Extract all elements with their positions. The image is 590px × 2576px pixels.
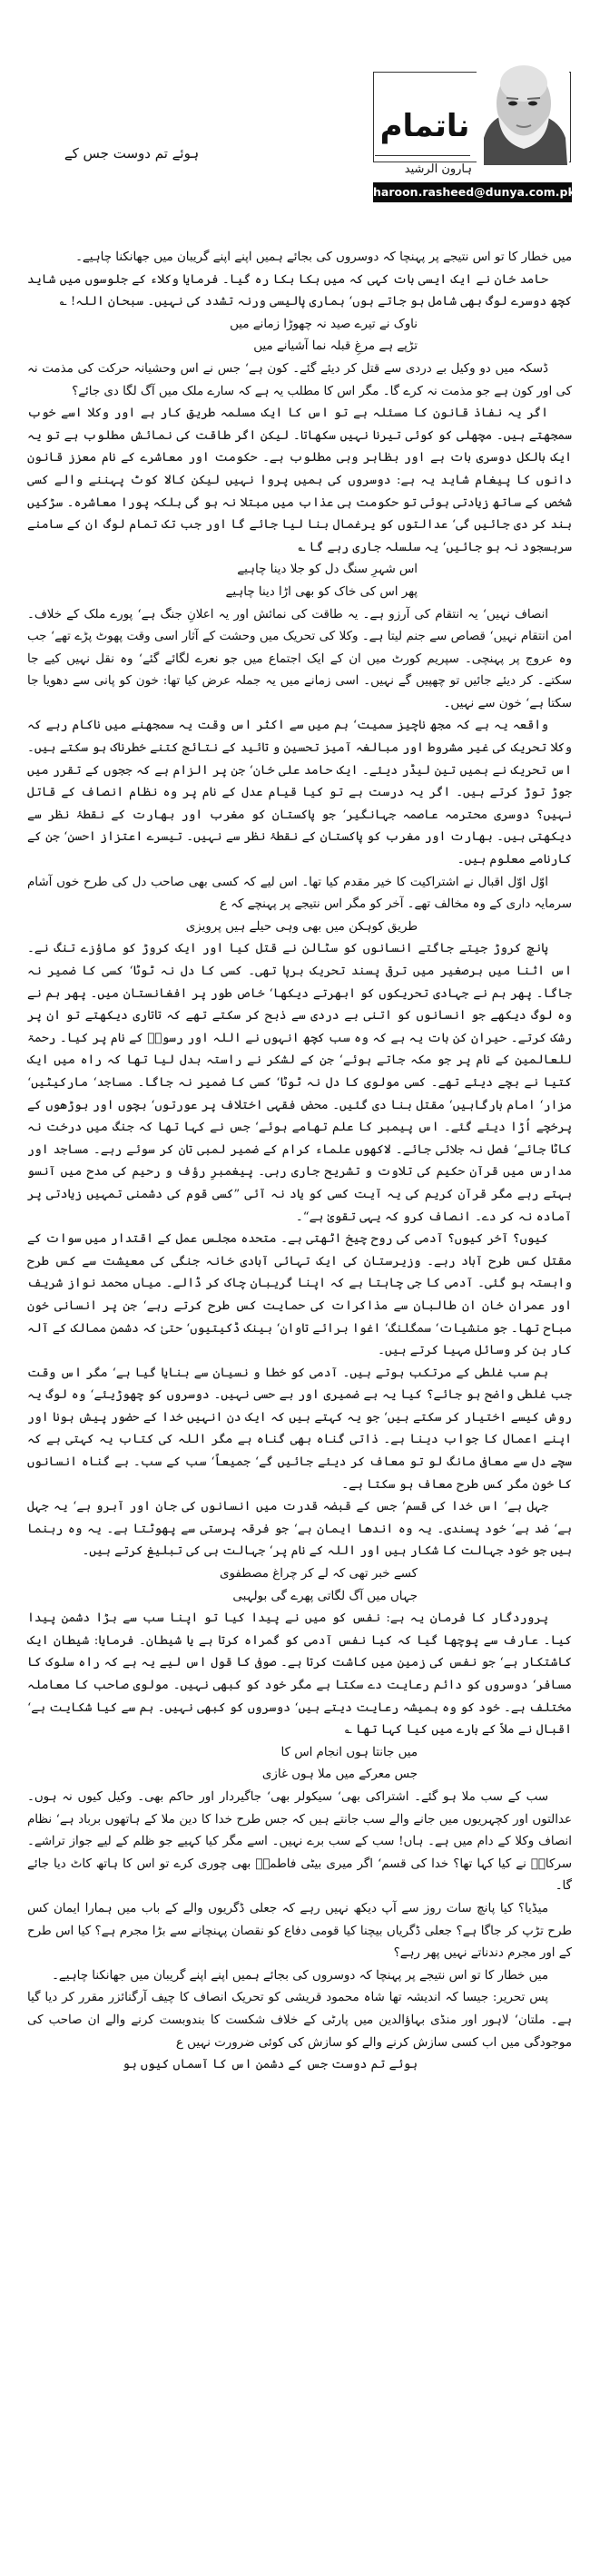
verse-line: ناوک نے تیرے صید نہ چھوڑا زمانے میں xyxy=(230,317,418,331)
paragraph: ہم سب غلطی کے مرتکب ہوتے ہیں۔ آدمی کو خطا و نسیان سے بنایا گیا ہے‘ مگر اس وقت جب غلطی واضح ہو جائے؟ کیا یہ بے ضمیری اور بے حسی نہیں۔ دوسروں کو چھوڑیئے‘ وہ لوگ یہ روش کیسے اختیار کر سکتے ہیں‘ جو یہ کہتے ہیں کہ ایک دن انہیں خدا کے حضور پیش ہونا اور اپنے اعمال کا جواب دینا ہے۔ ذاتی گناہ بھی گناہ ہے مگر اللہ کی کتاب یہ کہتی ہے کہ سچے دل سے معافی مانگ لو تو معاف کر دیئے جائیں گے‘ جمیعاً‘ سب کے سب۔ بے گناہ انسانوں کا خون مگر کس طرح معاف ہو سکتا ہے۔ xyxy=(27,1366,572,1492)
verse xyxy=(27,1742,572,1787)
paragraph: میں خطار کا تو اس نتیجے پر پہنچا کہ دوسروں کی بجائے ہمیں اپنے اپنے گریبان میں جھانکنا چاہیے۔ xyxy=(52,1968,548,1983)
paragraph: ڈسکہ میں دو وکیل بے دردی سے قتل کر دیئے گئے۔ کون ہے‘ جس نے اس وحشیانہ حرکت کی مذمت نہ کی اور کون ہے جو مذمت نہ کرے گا۔ مگر اس کا مطلب یہ ہے کہ سارے ملک میں آگ لگا دی جائے؟ xyxy=(27,361,572,398)
paragraph: کیوں؟ آخر کیوں؟ آدمی کی روح چیخ اٹھتی ہے۔ متحدہ مجلس عمل کے اقتدار میں سوات کے مقتل کس طرح آباد رہے۔ وزیرستان کی ایک تہائی آبادی خانہ جنگی کی معیشت سے کس طرح وابستہ ہو گئی۔ آدمی کا جی چاہتا ہے کہ اپنا گریبان چاک کر ڈالے۔ میاں محمد نواز شریف اور عمران خان ان طالبان سے مذاکرات کی حمایت کس طرح کرتے رہے‘ جن پر انسانی خون مباح تھا۔ جو منشیات‘ سمگلنگ‘ اغوا برائے تاوان‘ بینک ڈکیتیوں‘ حتیٰ کہ دشمن ممالک کے آلہ کار بن کر وسائل مہیا کرتے ہیں۔ xyxy=(27,1232,572,1358)
paragraph: پس تحریر: جیسا کہ اندیشہ تھا شاہ محمود قریشی کو تحریک انصاف کا چیف آرگنائزر مقرر کر دیا گیا ہے۔ ملتان‘ لاہور اور منڈی بہاؤالدین میں پارٹی کے خلاف شکست کا بندوبست کرنے والے ان صاحب کی موجودگی میں اب کسی سازش کرنے والے کو سازش کی کوئی ضرورت نہیں ع xyxy=(27,1991,572,2050)
verse xyxy=(27,2054,572,2077)
paragraph: اگر یہ نفاذ قانون کا مسئلہ ہے تو اس کا ایک مسلمہ طریق کار ہے اور وکلا اسے خوب سمجھتے ہیں۔ مچھلی کو کوئی تیرنا نہیں سکھاتا۔ لیکن اگر طاقت کی نمائش مطلوب ہے تو یہ ایک بالکل دوسری بات ہے اور بظاہر وہی مطلوب ہے۔ حکومت اور معاشرے کے نام معزز قانون دانوں کا پیغام شاید یہ ہے: دوسروں کی ہمیں پروا نہیں لیکن کالا کوٹ پہننے والے کسی شخص کے ساتھ زیادتی ہوئی تو حکومت ہی عذاب میں مبتلا نہ ہو گی بلکہ پورا معاشرہ۔ سڑکیں بند کر دی جائیں گی‘ عدالتوں کو یرغمال بنا لیا جائے گا اور جب تک تمام لوگ ان کے سامنے سربسجود نہ ہو جائیں‘ یہ سلسلہ جاری رہے گا ؎ xyxy=(27,406,572,554)
paragraph: جہل ہے‘ اس خدا کی قسم‘ جس کے قبضہ قدرت میں انسانوں کی جان اور آبرو ہے‘ یہ جہل ہے‘ ضد ہے‘ خود پسندی۔ یہ وہ اندھا ایمان ہے‘ جو فرقہ پرستی سے پھوٹتا ہے۔ یہ وہ رہنما ہیں جو خود جہالت کا شکار ہیں اور اللہ کے نام پر‘ جہالت ہی کی تبلیغ کرتے ہیں۔ xyxy=(27,1500,572,1559)
verse-line: پھر اس کی خاک کو بھی اڑا دینا چاہیے xyxy=(225,584,418,599)
paragraph: میڈیا؟ کیا پانچ سات روز سے آپ دیکھ نہیں رہے کہ جعلی ڈگریوں والے کے باب میں ہمارا ایمان کس طرح تڑپ کر جاگا ہے؟ جعلی ڈگریاں بیچنا کیا قومی دفاع کو نقصان پہنچانے سے بڑا مجرم ہے؟ کیا اس طرح کے اور مجرم دندناتے نہیں پھر رہے؟ xyxy=(27,1901,572,1961)
verse-line: طریق کوہکن میں بھی وہی حیلے ہیں پرویزی xyxy=(185,919,418,934)
verse-line: میں جانتا ہوں انجام اس کا xyxy=(280,1745,418,1759)
paragraph: انصاف نہیں‘ یہ انتقام کی آرزو ہے۔ یہ طاقت کی نمائش اور یہ اعلانِ جنگ ہے‘ پورے ملک کے خلاف۔ امن انتقام نہیں‘ قصاص سے جنم لیتا ہے۔ وکلا کی تحریک میں وحشت کے آثار اسی وقت پھوٹ پڑے تھے‘ جب وہ عروج پر پہنچی۔ سپریم کورٹ میں ان کے ایک اجتماع میں جو نعرے لگائے گئے‘ وہ نقل نہیں کیے جا سکتے۔ کر دیئے جائیں تو چھپیں گے نہیں۔ اسی زمانے میں یہ جملہ عرض کیا تھا: خون کو پانی سے دھویا جا سکتا ہے‘ خون سے نہیں۔ xyxy=(27,607,572,710)
paragraph: حامد خان نے ایک ایسی بات کہی کہ میں ہکا بکا رہ گیا۔ فرمایا وکلاء کے جلوسوں میں شاید کچھ دوسرے لوگ بھی شامل ہو جاتے ہوں‘ ہماری پالیسی ورنہ تشدد کی نہیں۔ سبحان اللہ! ؎ xyxy=(27,272,572,309)
divider xyxy=(375,155,470,156)
verse-line: کسے خبر تھی کہ لے کر چراغ مصطفوی xyxy=(220,1567,418,1582)
author-email[interactable]: haroon.rasheed@dunya.com.pk xyxy=(373,182,572,202)
author-name: ہارون الرشید xyxy=(404,162,472,176)
paragraph: واقعہ یہ ہے کہ مجھ ناچیز سمیت‘ ہم میں سے اکثر اس وقت یہ سمجھنے میں ناکام رہے کہ وکلا تحریک کی غیر مشروط اور مبالغہ آمیز تحسین و تائید کے نتائج کتنے خطرناک ہو سکتے ہیں۔ اس تحریک نے ہمیں تین لیڈر دیئے۔ ایک حامد علی خان‘ جن پر الزام ہے کہ ججوں کے تقرر میں جوڑ توڑ کرتے ہیں۔ اگر یہ درست ہے تو کیا قیام عدل کے نام پر وہ نظام انصاف کے قاتل نہیں؟ دوسری محترمہ عاصمہ جہانگیر‘ جو پاکستان کو مغرب اور بھارت کے نقطۂ نظر سے دیکھتی ہیں۔ بھارت اور مغرب کو پاکستان کے نقطۂ نظر سے نہیں۔ تیسرے اعتزاز احسن‘ جن کے کارنامے معلوم ہیں۔ xyxy=(27,719,572,867)
verse xyxy=(27,559,572,603)
paragraph: پانچ کروڑ جیتے جاگتے انسانوں کو سٹالن نے قتل کیا اور ایک کروڑ کو ماؤزے تنگ نے۔ اس اثنا میں برصغیر میں ترقی پسند تحریک برپا تھی۔ کسی کا دل نہ ٹوٹا‘ کسی کا ضمیر نہ جاگا۔ پھر ہم نے جہادی تحریکوں کو ابھرتے دیکھا‘ خاص طور پر افغانستان میں۔ پھر ہم نے وہ لوگ دیکھے جو انسانوں کو اتنی بے دردی سے ذبح کر سکتے تھے کہ تاتاری دیکھتے تو ان پر رشک کرتے۔ حیران کن بات یہ ہے کہ وہ سب کچھ انہوں نے اللہ اور رسولؐ کے نام پر کیا۔ رحمۃ للعالمین کے نام پر جو مکہ جاتے ہوئے‘ جن کے لشکر نے راستہ بدل لیا تھا کہ راہ میں ایک کتیا نے بچے دیئے تھے۔ کسی مولوی کا دل نہ ٹوٹا‘ کسی کا ضمیر نہ جاگا۔ مساجد‘ مارکیٹیں‘ مزار‘ امام بارگاہیں‘ مقتل بنا دی گئیں۔ محض فقہی اختلاف پر عورتوں‘ بچوں اور بوڑھوں کے پرخچے اُڑا دیئے گئے۔ اس پیمبر کا علم تھامے ہوئے‘ جس نے کہا تھا کہ جنگ میں درخت نہ کاٹا جائے‘ فصل نہ جلائی جائے۔ لاکھوں علماء کرام کے ضمیر لمبی تان کر سوئے رہے۔ مساجد اور مدارس میں قرآن حکیم کی تلاوت و تشریح جاری رہی۔ پیغمبرِ رؤف و رحیم کی مدح میں آنسو بہتے رہے مگر قرآن کریم کی یہ آیت کسی کو یاد نہ آئی ”کسی قوم کی دشمنی تمہیں زیادتی پر آمادہ نہ کر دے۔ انصاف کرو کہ یہی تقویٰ ہے“۔ xyxy=(27,942,572,1224)
column-name: ناتمام xyxy=(379,108,470,144)
article-body xyxy=(27,247,572,2077)
paragraph: پروردگار کا فرمان یہ ہے: نفس کو میں نے پیدا کیا تو اپنا سب سے بڑا دشمن پیدا کیا۔ عارف سے پوچھا گیا کہ کیا نفس آدمی کو گمراہ کرتا ہے یا شیطان۔ فرمایا: شیطان ایک کاشتکار ہے‘ جو نفس کی زمین میں کاشت کرتا ہے۔ صوفی کا قول اس لیے یہ ہے کہ راہ سلوک کا مسافر‘ دوسروں کو دائم رعایت دے سکتا ہے مگر خود کو کبھی نہیں۔ مولوی صاحب کا معاملہ مختلف ہے۔ خود کو وہ ہمیشہ رعایت دیتے ہیں‘ دوسروں کو کبھی نہیں۔ ہم سے کیا شکایت ہے‘ اقبال نے ملاّ کے بارے میں کیا کہا تھا ؎ xyxy=(27,1611,572,1738)
paragraph: اوّل اوّل اقبال نے اشتراکیت کا خیر مقدم کیا تھا۔ اس لیے کہ کسی بھی صاحب دل کی طرح خوں آشام سرمایہ داری کے وہ مخالف تھے۔ آخر کو مگر اس نتیجے پر پہنچے کہ ع xyxy=(27,875,572,912)
verse-line: اس شہرِ سنگ دل کو جلا دینا چاہیے xyxy=(237,563,418,577)
paragraph: سب کے سب ملا ہو گئے۔ اشتراکی بھی‘ سیکولر بھی‘ جاگیردار اور حاکم بھی۔ وکیل کیوں نہ ہوں۔ عدالتوں اور کچہریوں میں جانے والے سب جانتے ہیں کہ جس طرح خدا کا دین ملا کے ہاتھوں برباد ہے‘ نظام انصاف وکلا کے دام میں ہے۔ ہاں! سب کے سب برے نہیں۔ اسے مگر کیا کہیے جو ظلم کے لیے جواز تراشے۔ سرکارؐ نے کیا کہا تھا؟ خدا کی قسم‘ اگر میری بیٹی فاطمہؓ بھی چوری کرے تو اس کا ہاتھ کاٹ دیا جائے گا۔ xyxy=(27,1789,572,1894)
verse xyxy=(27,1563,572,1608)
paragraph: میں خطار کا تو اس نتیجے پر پہنچا کہ دوسروں کی بجائے ہمیں اپنے اپنے گریبان میں جھانکنا چاہیے۔ xyxy=(75,250,572,264)
verse xyxy=(27,916,572,939)
verse-line: جہاں میں آگ لگاتی پھرے گی بولہبی xyxy=(232,1589,418,1603)
author-portrait xyxy=(477,65,569,165)
verse-line: ہوئے تم دوست جس کے دشمن اس کا آسماں کیوں ہو xyxy=(122,2058,418,2072)
article-title: ہوئے تم دوست جس کے xyxy=(64,145,200,162)
verse-line: جس معرکے میں ملا ہوں غازی xyxy=(261,1768,418,1782)
verse-line: تڑپے ہے مرغِ قبلہ نما آشیانے میں xyxy=(253,339,418,354)
verse xyxy=(27,314,572,358)
